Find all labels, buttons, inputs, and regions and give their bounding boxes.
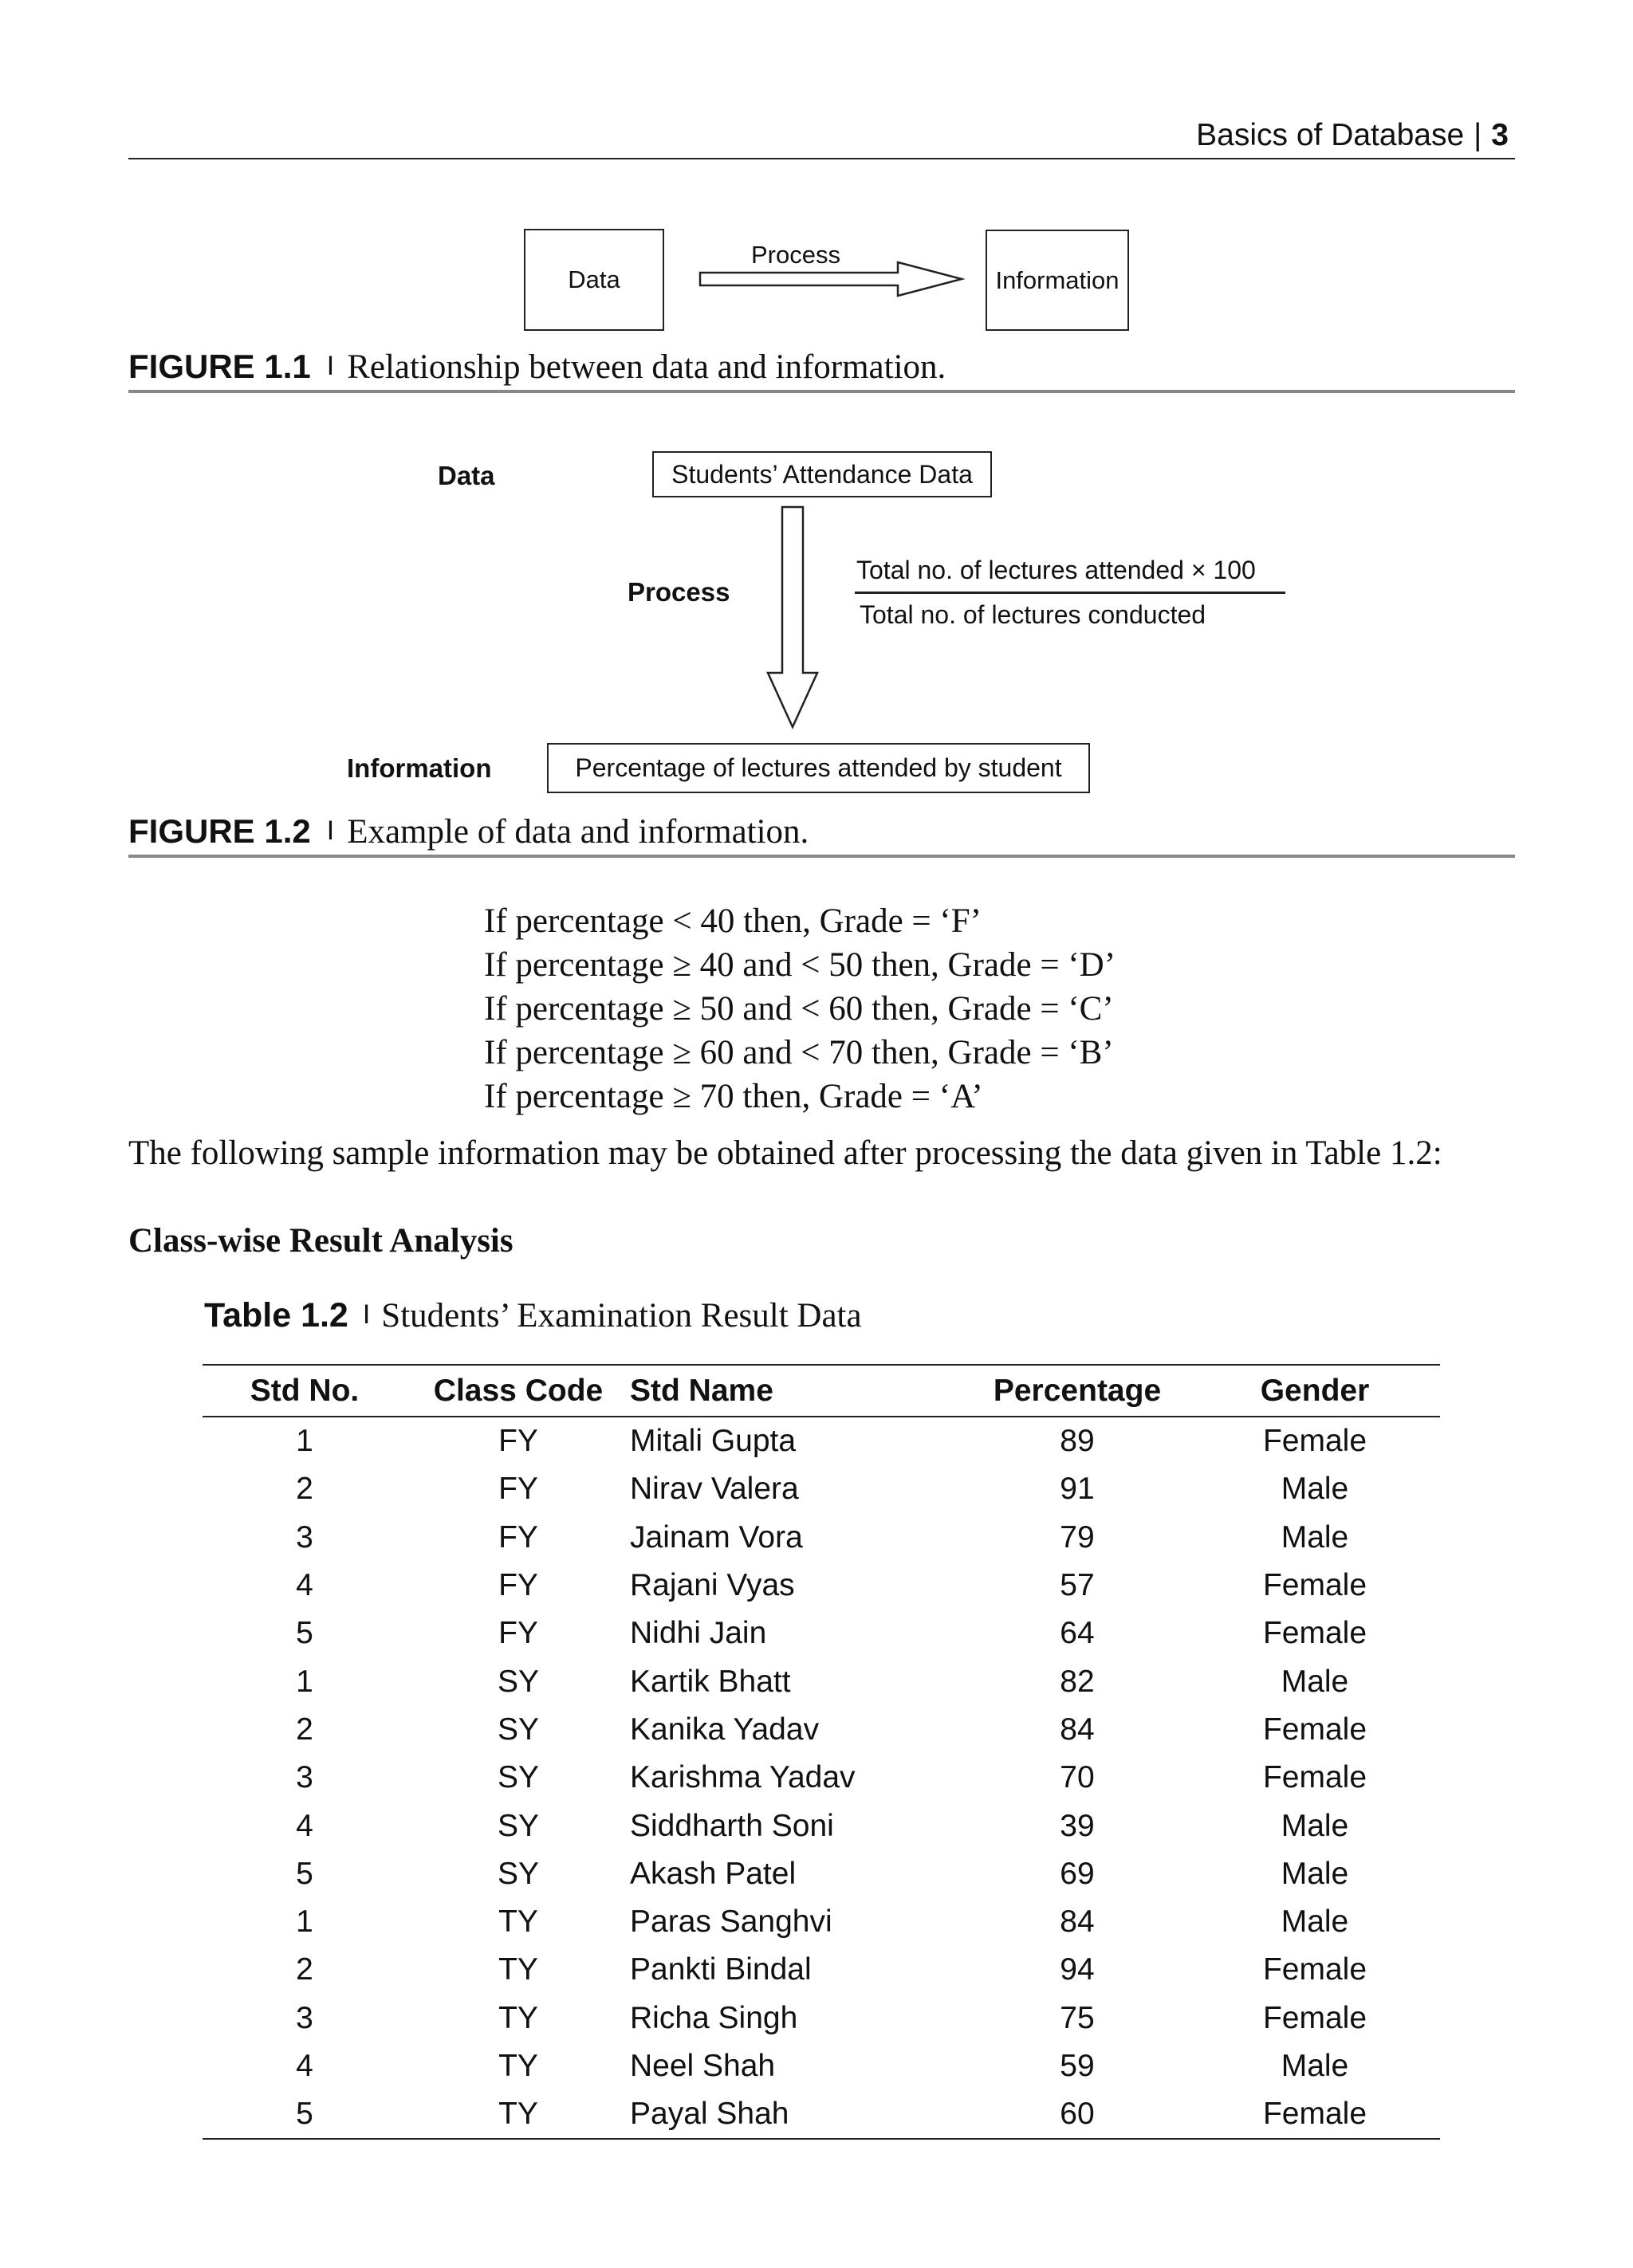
- cell-percentage: 89: [1060, 1424, 1095, 1459]
- cell-std-no: 1: [296, 1424, 313, 1459]
- cell-gender: Male: [1281, 1519, 1349, 1555]
- cell-std-name: Jainam Vora: [630, 1519, 803, 1555]
- fig2-information-box: Percentage of lectures attended by student: [547, 743, 1090, 793]
- cell-std-no: 5: [296, 1616, 313, 1651]
- cell-std-name: Kartik Bhatt: [630, 1664, 791, 1699]
- cell-percentage: 75: [1060, 2000, 1095, 2035]
- table-header-row: [203, 1365, 1440, 1417]
- table-row: [203, 1562, 1440, 1610]
- cell-gender: Female: [1262, 1616, 1367, 1651]
- cell-class-code: TY: [498, 2097, 538, 2132]
- result-table: [203, 1364, 1440, 2140]
- cell-std-name: Karishma Yadav: [630, 1760, 856, 1795]
- cell-gender: Female: [1262, 1760, 1367, 1795]
- cell-gender: Female: [1262, 2000, 1367, 2035]
- table-row: [203, 1898, 1440, 1946]
- fig1-information-box: Information: [986, 230, 1129, 331]
- cell-class-code: SY: [497, 1712, 540, 1747]
- figure-1-1-caption: FIGURE 1.1 I Relationship between data and information.: [128, 348, 1515, 393]
- cell-std-no: 5: [296, 1856, 313, 1891]
- cell-std-no: 1: [296, 1904, 313, 1940]
- table-1-2-label: Table 1.2: [204, 1296, 348, 1334]
- cell-std-name: Akash Patel: [630, 1856, 797, 1891]
- table-row: [203, 1946, 1440, 1994]
- cell-percentage: 84: [1060, 1904, 1095, 1940]
- cell-std-no: 1: [296, 1664, 313, 1699]
- cell-percentage: 64: [1060, 1616, 1095, 1651]
- cell-gender: Female: [1262, 1952, 1367, 1987]
- cell-std-no: 2: [296, 1952, 313, 1987]
- cell-percentage: 59: [1060, 2049, 1095, 2083]
- table-row: [203, 1465, 1440, 1513]
- cell-class-code: FY: [498, 1424, 538, 1459]
- page-number: 3: [1491, 118, 1509, 152]
- cell-class-code: SY: [497, 1808, 540, 1843]
- table-row: [203, 2042, 1440, 2090]
- fig1-process-label: Process: [751, 241, 840, 269]
- column-header-std-no: Std No.: [250, 1373, 360, 1408]
- section-heading: Class-wise Result Analysis: [128, 1222, 514, 1260]
- cell-std-no: 5: [296, 2097, 313, 2132]
- cell-class-code: FY: [498, 1519, 538, 1555]
- cell-class-code: FY: [498, 1616, 538, 1651]
- cell-percentage: 60: [1060, 2097, 1095, 2132]
- cell-std-name: Kanika Yadav: [630, 1712, 820, 1747]
- table-row: [203, 1514, 1440, 1562]
- attendance-formula: [855, 556, 1285, 630]
- fig2-process-row-label: Process: [628, 577, 730, 607]
- figure-1-2-label: FIGURE 1.2: [128, 812, 311, 850]
- cell-class-code: TY: [498, 2000, 538, 2035]
- formula-numerator: Total no. of lectures attended × 100: [855, 556, 1285, 594]
- cell-gender: Male: [1281, 1664, 1349, 1699]
- cell-class-code: FY: [498, 1472, 538, 1507]
- grade-rule: If percentage < 40 then, Grade = ‘F’: [484, 902, 982, 940]
- cell-std-no: 3: [296, 1760, 313, 1795]
- grade-rule: If percentage ≥ 50 and < 60 then, Grade = ‘C’: [484, 990, 1114, 1028]
- cell-class-code: SY: [497, 1856, 540, 1891]
- cell-percentage: 94: [1060, 1952, 1095, 1987]
- cell-gender: Male: [1281, 1472, 1349, 1507]
- figure-1-1-caption-text: Relationship between data and information.: [347, 348, 946, 386]
- cell-std-no: 2: [296, 1712, 313, 1747]
- table-1-2-caption: Table 1.2 I Students’ Examination Result Data: [204, 1296, 862, 1334]
- grade-rule: If percentage ≥ 70 then, Grade = ‘A’: [484, 1078, 983, 1115]
- cell-percentage: 79: [1060, 1519, 1095, 1555]
- cell-std-no: 3: [296, 1519, 313, 1555]
- fig2-data-box: Students’ Attendance Data: [652, 451, 992, 497]
- header-text: Basics of Database | 3: [1196, 118, 1509, 152]
- cell-std-no: 2: [296, 1472, 313, 1507]
- cell-std-no: 4: [296, 1808, 313, 1843]
- cell-class-code: TY: [498, 2049, 538, 2083]
- cell-std-name: Neel Shah: [630, 2049, 776, 2083]
- cell-percentage: 69: [1060, 1856, 1095, 1891]
- column-header-gender: Gender: [1260, 1373, 1370, 1408]
- fig1-process-arrow-icon: [698, 259, 965, 299]
- cell-gender: Female: [1262, 2097, 1367, 2132]
- cell-percentage: 70: [1060, 1760, 1095, 1795]
- cell-std-no: 4: [296, 1568, 313, 1603]
- cell-percentage: 57: [1060, 1568, 1095, 1603]
- cell-std-name: Pankti Bindal: [630, 1952, 812, 1987]
- body-paragraph: The following sample information may be obtained after processing the data given in Table 1.2:: [128, 1134, 1442, 1172]
- cell-gender: Female: [1262, 1568, 1367, 1603]
- cell-class-code: TY: [498, 1952, 538, 1987]
- cell-std-name: Richa Singh: [630, 2000, 798, 2035]
- cell-std-no: 3: [296, 2000, 313, 2035]
- formula-denominator: Total no. of lectures conducted: [860, 600, 1206, 629]
- cell-std-name: Nirav Valera: [630, 1472, 799, 1507]
- cell-gender: Male: [1281, 1904, 1349, 1940]
- cell-class-code: FY: [498, 1568, 538, 1603]
- cell-percentage: 39: [1060, 1808, 1095, 1843]
- table-row: [203, 1417, 1440, 1465]
- cell-gender: Male: [1281, 2049, 1349, 2083]
- running-header: [128, 115, 1515, 159]
- header-title: Basics of Database: [1196, 118, 1465, 152]
- table-row: [203, 1754, 1440, 1802]
- fig2-data-row-label: Data: [438, 461, 495, 490]
- figure-1-2-caption: FIGURE 1.2 I Example of data and information.: [128, 812, 1515, 858]
- cell-gender: Female: [1262, 1424, 1367, 1459]
- grade-rule: If percentage ≥ 40 and < 50 then, Grade = ‘D’: [484, 946, 1116, 984]
- table-row: [203, 1995, 1440, 2042]
- cell-std-name: Payal Shah: [630, 2097, 789, 2132]
- cell-std-name: Siddharth Soni: [630, 1808, 834, 1843]
- cell-std-no: 4: [296, 2049, 313, 2083]
- table-row: [203, 1610, 1440, 1657]
- table-row: [203, 1657, 1440, 1705]
- cell-class-code: SY: [497, 1760, 540, 1795]
- figure-1-2-caption-text: Example of data and information.: [347, 813, 809, 851]
- grade-rule: If percentage ≥ 60 and < 70 then, Grade = ‘B’: [484, 1034, 1114, 1071]
- table-row: [203, 1706, 1440, 1754]
- cell-class-code: SY: [497, 1664, 540, 1699]
- cell-gender: Male: [1281, 1856, 1349, 1891]
- cell-std-name: Nidhi Jain: [630, 1616, 767, 1651]
- grade-rules: [484, 899, 1116, 1118]
- cell-percentage: 91: [1060, 1472, 1095, 1507]
- fig2-down-arrow-icon: [765, 505, 820, 730]
- table-row: [203, 1802, 1440, 1849]
- cell-std-name: Paras Sanghvi: [630, 1904, 832, 1940]
- cell-gender: Female: [1262, 1712, 1367, 1747]
- table-1-2-caption-text: Students’ Examination Result Data: [381, 1297, 862, 1334]
- cell-class-code: TY: [498, 1904, 538, 1940]
- cell-gender: Male: [1281, 1808, 1349, 1843]
- column-header-std-name: Std Name: [630, 1373, 773, 1408]
- column-header-percentage: Percentage: [993, 1373, 1162, 1408]
- table-body: [203, 1417, 1440, 2139]
- fig2-information-row-label: Information: [347, 753, 492, 783]
- column-header-class-code: Class Code: [433, 1373, 604, 1408]
- cell-percentage: 84: [1060, 1712, 1095, 1747]
- cell-std-name: Rajani Vyas: [630, 1568, 795, 1603]
- figure-1-1-label: FIGURE 1.1: [128, 348, 311, 385]
- fig1-data-box: Data: [524, 229, 664, 331]
- table-row: [203, 1850, 1440, 1898]
- table-row: [203, 2090, 1440, 2139]
- cell-percentage: 82: [1060, 1664, 1095, 1699]
- cell-std-name: Mitali Gupta: [630, 1424, 797, 1459]
